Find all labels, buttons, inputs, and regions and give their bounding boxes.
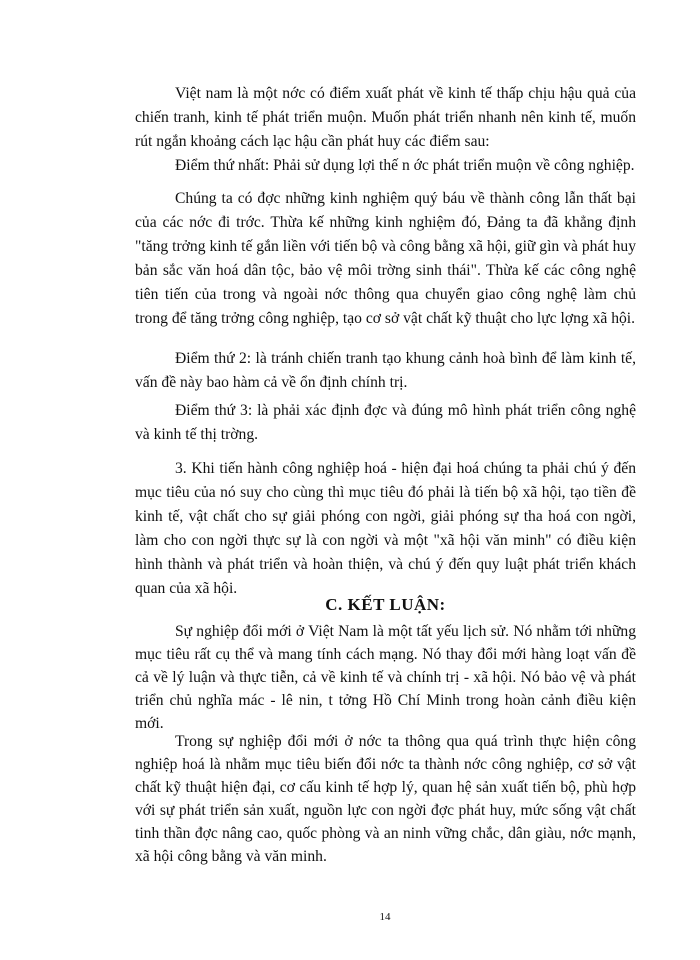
paragraph-intro: Việt nam là một nớc có điểm xuất phát về kinh tế thấp chịu hậu quả của chiến tranh, kinh tế phát triển muộn. Muốn phát triển nhanh nên kinh tế, muốn rút ngắn khoảng cách lạc hậu cần phát huy các điểm sau: [135,85,636,150]
page-number: 14 [379,911,391,923]
section-heading-conclusion: C. KẾT LUẬN: [325,595,446,614]
paragraph-section-3: 3. Khi tiến hành công nghiệp hoá - hiện đại hoá chúng ta phải chú ý đến mục tiêu của nó suy cho cùng thì mục tiêu đó phải là tiến bộ xã hội, tạo tiền đề kinh tế, vật chất cho sự giải phóng con ngời, giải phóng sự tha hoá con ngời, làm cho con ngời thực sự là con ngời và một "xã hội văn minh" có điều kiện hình thành và phát triển và hoàn thiện, và chú ý đến quy luật phát triển khách quan của xã hội. [135,460,636,597]
paragraph-point-2: Điểm thứ 2: là tránh chiến tranh tạo khung cảnh hoà bình để làm kinh tế, vấn đề này bao hàm cả về ổn định chính trị. [135,350,636,391]
paragraph-conclusion-2: Trong sự nghiệp đổi mới ở nớc ta thông qua quá trình thực hiện công nghiệp hoá là nhằm mục tiêu biến đổi nớc ta thành nớc công nghiệp, cơ sở vật chất kỹ thuật hiện đại, cơ cấu kinh tế hợp lý, quan hệ sản xuất tiến bộ, phù hợp với sự phát triển sản xuất, nguồn lực con ngời đợc phát huy, mức sống vật chất tinh thần đợc nâng cao, quốc phòng và an ninh vững chắc, dân giàu, nớc mạnh, xã hội công bằng và văn minh. [135,733,636,865]
paragraph-point-3: Điểm thứ 3: là phải xác định đợc và đúng mô hình phát triển công nghệ và kinh tế thị trờng. [135,402,636,443]
paragraph-point-1: Điểm thứ nhất: Phải sử dụng lợi thế n ớc phát triển muộn về công nghiệp. [175,157,635,174]
paragraph-experience: Chúng ta có đợc những kinh nghiệm quý báu về thành công lẫn thất bại của các nớc đi trớc. Thừa kế những kinh nghiệm đó, Đảng ta đã khẳng định "tăng trởng kinh tế gắn liền với tiến bộ và công bằng xã hội, giữ gìn và phát huy bản sắc văn hoá dân tộc, bảo vệ môi trờng sinh thái". Thừa kế các công nghệ tiên tiến của trong và ngoài nớc thông qua chuyển giao công nghệ làm chủ trong để tăng trởng công nghiệp, tạo cơ sở vật chất kỹ thuật cho lực lợng xã hội. [135,190,636,327]
paragraph-conclusion-1: Sự nghiệp đổi mới ở Việt Nam là một tất yếu lịch sử. Nó nhằm tới những mục tiêu rất cụ thể và mang tính cách mạng. Nó thay đổi mới hàng loạt vấn đề cả về lý luận và thực tiễn, cả về kinh tế và chính trị - xã hội. Nó bảo vệ và phát triển chủ nghĩa mác - lê nin, t tởng Hồ Chí Minh trong hoàn cảnh điều kiện mới. [135,623,636,732]
